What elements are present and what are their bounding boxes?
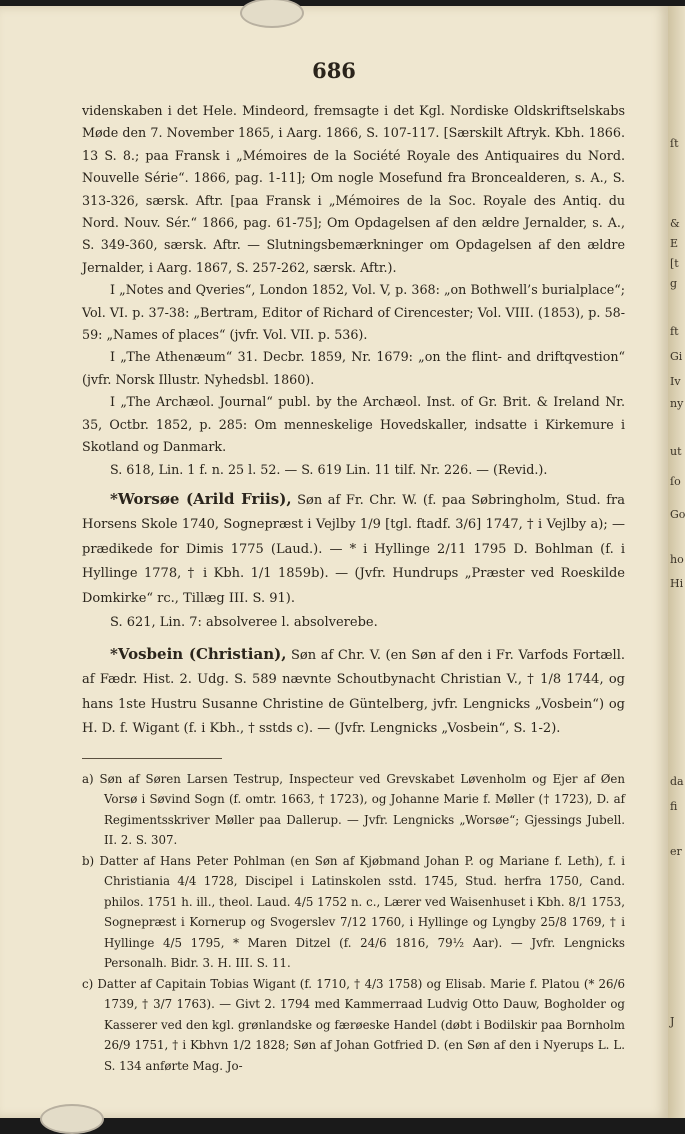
edge-mark: fi <box>670 800 678 813</box>
footnotes <box>82 769 625 1077</box>
entry-heading: *Worsøe (Arild Friis), <box>110 489 292 508</box>
footnote-text: Datter af Capitain Tobias Wigant (f. 1710, † 4/3 1758) og Elisab. Marie f. Platou (* 26/6 1739, † 3/7 1763). — Givt 2. 1794 med Kammerraad Ludvig Otto Dauw, Bogholder og Kasserer ved den kgl. grønlandske og færøeske Handel (døbt i Bodilskir paa Bornholm 26/9 1751, † i Kbhvn 1/2 1828; Søn af Johan Gotfried D. (en Søn af den i Nyerups L. L. S. 134 anførte Mag. Jo- <box>97 976 625 1073</box>
paragraph: I „The Athenæum“ 31. Decbr. 1859, Nr. 1679: „on the flint- and driftqvestion“ (jvfr. Norsk Illustr. Nyhedsbl. 1860). <box>82 349 625 387</box>
edge-mark: [t <box>670 257 679 270</box>
edge-mark: ſo <box>670 475 681 488</box>
paragraph: S. 618, Lin. 1 f. n. 25 l. 52. — S. 619 Lin. 11 tilf. Nr. 226. — (Revid.). <box>110 461 548 477</box>
edge-mark: ut <box>670 445 682 458</box>
paragraph: I „The Archæol. Journal“ publ. by the Archæol. Inst. of Gr. Brit. & Ireland Nr. 35, Octbr. 1852, p. 285: Om menneskelige Hovedskaller, indsatte i Kirkemure i Skotland og Danmark. <box>82 394 625 455</box>
edge-mark: er <box>670 845 682 858</box>
edge-mark: & <box>670 217 680 230</box>
edge-mark: ft <box>670 325 679 338</box>
edge-mark: J <box>670 1015 675 1028</box>
edge-mark: E <box>670 237 679 250</box>
page-tab-top <box>240 0 304 28</box>
edge-mark: Iv <box>670 375 681 388</box>
edge-mark: ny <box>670 397 684 410</box>
footnote <box>82 851 625 974</box>
edge-mark: ſt <box>670 137 679 150</box>
book-page <box>0 6 668 1118</box>
entry-worsoe <box>82 487 625 612</box>
edge-mark: Gi <box>670 350 683 363</box>
adjacent-page-edge <box>668 6 685 1118</box>
entry-heading: *Vosbein (Christian), <box>110 644 287 663</box>
page-number: 686 <box>312 58 356 83</box>
edge-mark: Go <box>670 508 685 521</box>
footnote-text: Søn af Søren Larsen Testrup, Inspecteur ved Grevskabet Løvenholm og Ejer af Øen Vorsø i Søvind Sogn (f. omtr. 1663, † 1723), og Johanne Marie f. Møller († 1723), D. af Regimentsskriver Møller paa Dallerup. — Jvfr. Lengnicks „Worsøe“; Gjessings Jubell. II. 2. S. 307. <box>99 771 625 848</box>
page-content <box>82 100 625 1076</box>
paragraph: I „Notes and Qveries“, London 1852, Vol. V, p. 368: „on Bothwell’s burialplace“; Vol. VI. p. 37-38: „Bertram, Editor of Richard of Cirencester; Vol. VIII. (1853), p. 58-59: „Names of places“ (jvfr. Vol. VII. p. 536). <box>82 282 625 343</box>
page-tab-bottom <box>40 1104 104 1134</box>
footnote <box>82 974 625 1077</box>
footnote <box>82 769 625 851</box>
edge-mark: ho <box>670 553 684 566</box>
edge-mark: Hi <box>670 577 684 590</box>
edge-mark: da <box>670 775 684 788</box>
paragraph: videnskaben i det Hele. Mindeord, fremsagte i det Kgl. Nordiske Oldskriftselskabs Møde den 7. November 1865, i Aarg. 1866, S. 107-117. [Særskilt Aftryk. Kbh. 1866. 13 S. 8.; paa Fransk i „Mémoires de la Société Royale des Antiquaires du Nord. Nouvelle Série“. 1866, pag. 1-11]; Om nogle Mosefund fra Broncealderen, s. A., S. 313-326, særsk. Aftr. [paa Fransk i „Mémoires de la Soc. Royale des Antiq. du Nord. Nouv. Sér.“ 1866, pag. 61-75]; Om Opdagelsen af den ældre Jernalder, s. A., S. 349-360, særsk. Aftr. — Slutningsbemærkninger om Opdagelsen af den ældre Jernalder, i Aarg. 1867, S. 257-262, særsk. Aftr.). <box>82 103 625 275</box>
entry-note: S. 621, Lin. 7: absolveree l. absolverebe. <box>110 615 378 631</box>
footnote-mark: a) <box>82 771 94 786</box>
entry-text: Søn af Fr. Chr. W. (f. paa Søbringholm, Stud. fra Horsens Skole 1740, Sognepræst i Vejlby 1/9 [tgl. ftadf. 3/6] 1747, † i Vejlby a); — prædikede for Dimis 1775 (Laud.). — * i Hyllinge 2/11 1795 D. Bohlman (f. i Hyllinge 1778, † i Kbh. 1/1 1859b). — (Jvfr. Hundrups „Præster ved Roeskilde Domkirke“ rc., Tillæg III. S. 91). <box>82 492 625 606</box>
footnote-text: Datter af Hans Peter Pohlman (en Søn af Kjøbmand Johan P. og Mariane f. Leth), f. i Christiania 4/4 1728, Discipel i Latinskolen sstd. 1745, Stud. herfra 1750, Cand. philos. 1751 h. ill., theol. Laud. 4/5 1752 n. c., Lærer ved Waisenhuset i Kbh. 8/1 1753, Sognepræst i Kornerup og Svogerslev 7/12 1760, i Hyllinge og Lyngby 25/8 1769, † i Hyllinge 4/5 1795, * Maren Ditzel (f. 24/6 1816, 79½ Aar). — Jvfr. Lengnicks Personalh. Bidr. 3. H. III. S. 11. <box>99 853 626 971</box>
entry-vosbein <box>82 642 625 742</box>
edge-mark: g <box>670 277 678 290</box>
footnote-mark: b) <box>82 853 95 868</box>
footnote-mark: c) <box>82 976 94 991</box>
footnote-rule <box>82 758 222 759</box>
entry-text: Søn af Chr. V. (en Søn af den i Fr. Varfods Fortæll. af Fædr. Hist. 2. Udg. S. 589 nævnte Schoutbynacht Christian V., † 1/8 1744, og hans 1ste Hustru Susanne Christine de Güntelberg, jvfr. Lengnicks „Vosbein“) og H. D. f. Wigant (f. i Kbh., † sstds c). — (Jvfr. Lengnicks „Vosbein“, S. 1-2). <box>82 647 625 737</box>
